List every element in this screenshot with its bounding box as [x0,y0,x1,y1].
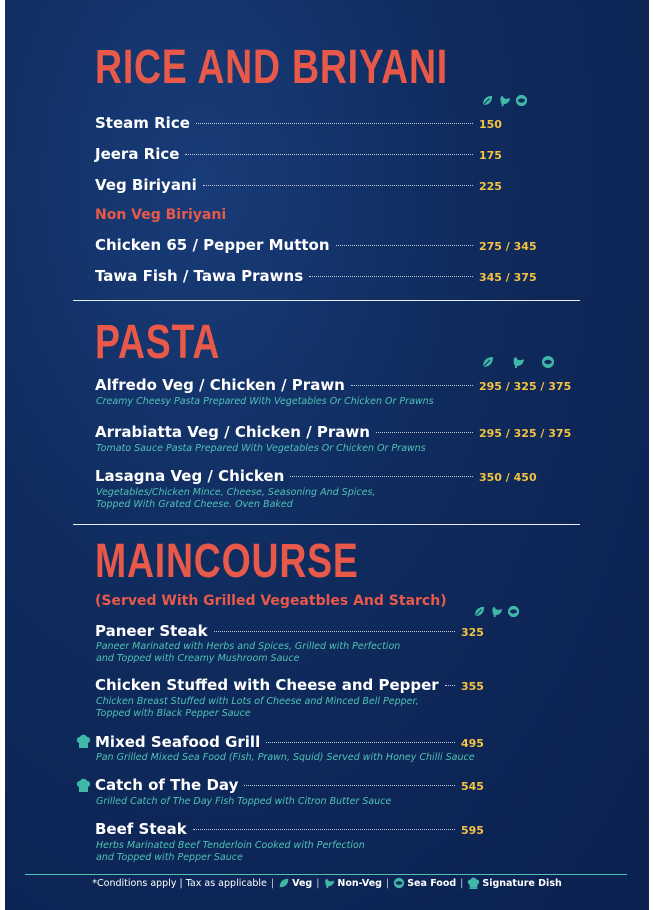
item-name: Mixed Seafood Grill [95,733,261,751]
menu-item-jeera-rice [95,145,565,163]
footer-separator: | [270,877,275,889]
footer-note: *Conditions apply | Tax as applicable [92,877,267,889]
chicken-icon [511,355,525,369]
chef-hat-icon [76,733,91,752]
menu-item-steam-rice [95,114,565,132]
item-price: 295 / 325 / 375 [479,380,572,393]
item-price: 595 [461,824,484,837]
menu-item-veg-biriyani [95,176,565,194]
dot-leader [336,245,473,246]
legend-label: Sea Food [407,877,457,889]
leaf-icon [481,94,494,107]
legend-label: Veg [292,877,313,889]
item-description-line: Topped With Grated Cheese. Oven Baked [96,499,293,510]
item-name: Tawa Fish / Tawa Prawns [95,267,304,285]
item-description [96,641,476,665]
item-name: Chicken 65 / Pepper Mutton [95,236,330,254]
item-price: 545 [461,780,484,793]
section-title-pasta: PASTA [95,316,221,369]
menu-item-chicken65-mutton [95,236,565,254]
item-description [96,840,476,864]
item-price: 350 / 450 [479,471,537,484]
item-description-line: and Topped with Creamy Mushroom Sauce [96,653,300,664]
fish-globe-icon [507,605,520,618]
footer [5,877,649,889]
item-description-line: Chicken Breast Stuffed with Lots of Cheese and Minced Bell Pepper, [96,696,419,707]
item-price: 495 [461,737,484,750]
item-description-line: and Topped with Pepper Sauce [96,852,243,863]
menu-item-catch-of-the-day [95,776,501,794]
dot-leader [193,829,455,830]
footer-separator: | [460,877,464,889]
dot-leader [214,631,455,632]
item-price: 150 [479,118,502,131]
item-price: 175 [479,149,502,162]
fish-globe-icon [541,355,555,369]
legend-label: Non-Veg [337,877,382,889]
leaf-icon [481,355,495,369]
item-name: Alfredo Veg / Chicken / Prawn [95,376,345,394]
chicken-icon [498,94,511,107]
dot-leader [266,742,455,743]
footer-separator: | [316,877,320,889]
fish-globe-icon [393,877,405,889]
menu-item-tawa-fish-prawns [95,267,565,285]
item-description: Grilled Catch of The Day Fish Topped with Citron Butter Sauce [96,796,392,807]
leaf-icon [278,877,290,889]
chef-hat-icon [76,777,91,796]
menu-item-mixed-seafood-grill [95,733,501,751]
menu-item-alfredo [95,376,572,394]
item-name: Jeera Rice [95,145,180,163]
dot-leader [203,185,473,186]
item-description: Pan Grilled Mixed Sea Food (Fish, Prawn, Squid) Served with Honey Chilli Sauce [96,752,475,763]
item-description: Tomato Sauce Pasta Prepared With Vegetables Or Chicken Or Prawns [96,443,426,454]
legend-nonveg [323,877,382,889]
item-name: Catch of The Day [95,776,239,794]
footer-divider [25,874,627,875]
chicken-icon [490,605,503,618]
dot-leader [445,685,455,686]
menu-item-beef-steak [95,820,501,838]
chicken-icon [323,877,335,889]
legend-label: Signature Dish [482,877,562,889]
item-description-line: Herbs Marinated Beef Tenderloin Cooked with Perfection [96,840,365,851]
dot-leader [309,276,473,277]
subheading-non-veg-biriyani: Non Veg Biriyani [95,207,227,223]
item-description [96,487,476,511]
menu-item-paneer-steak [95,622,501,640]
item-price: 355 [461,680,484,693]
diet-icons-rice [481,94,528,107]
item-description-line: Paneer Marinated with Herbs and Spices, Grilled with Perfection [96,641,401,652]
dot-leader [185,154,473,155]
item-price: 225 [479,180,502,193]
item-name: Veg Biriyani [95,176,197,194]
legend-veg [278,877,312,889]
maincourse-subtitle: (Served With Grilled Vegeatbles And Starch) [95,593,447,609]
section-title-maincourse: MAINCOURSE [95,535,359,588]
item-description-line: Vegetables/Chicken Mince, Cheese, Seasoning And Spices, [96,487,376,498]
menu-item-lasagna [95,467,565,485]
item-name: Paneer Steak [95,622,208,640]
chef-hat-icon [467,877,480,889]
menu-item-arrabiatta [95,423,572,441]
section-title-rice: RICE AND BRIYANI [95,41,448,94]
dot-leader [351,385,473,386]
diet-icons-main [473,605,520,618]
footer-separator: | [385,877,390,889]
dot-leader [196,123,473,124]
dot-leader [290,476,473,477]
dot-leader [376,432,473,433]
fish-globe-icon [515,94,528,107]
item-name: Lasagna Veg / Chicken [95,467,285,485]
legend-signature [467,877,561,889]
dot-leader [244,785,455,786]
legend-seafood [393,877,456,889]
item-price: 295 / 325 / 375 [479,427,572,440]
section-divider [73,524,580,525]
item-name: Steam Rice [95,114,190,132]
diet-icons-pasta [481,355,555,369]
item-name: Chicken Stuffed with Cheese and Pepper [95,676,439,694]
menu-page [5,0,649,910]
item-price: 325 [461,626,484,639]
section-divider [73,300,580,301]
item-description-line: Topped with Black Pepper Sauce [96,708,251,719]
item-price: 275 / 345 [479,240,537,253]
menu-item-chicken-stuffed [95,676,501,694]
item-name: Beef Steak [95,820,187,838]
item-description [96,696,476,720]
item-name: Arrabiatta Veg / Chicken / Prawn [95,423,370,441]
leaf-icon [473,605,486,618]
item-price: 345 / 375 [479,271,537,284]
item-description: Creamy Cheesy Pasta Prepared With Vegetables Or Chicken Or Prawns [96,396,434,407]
